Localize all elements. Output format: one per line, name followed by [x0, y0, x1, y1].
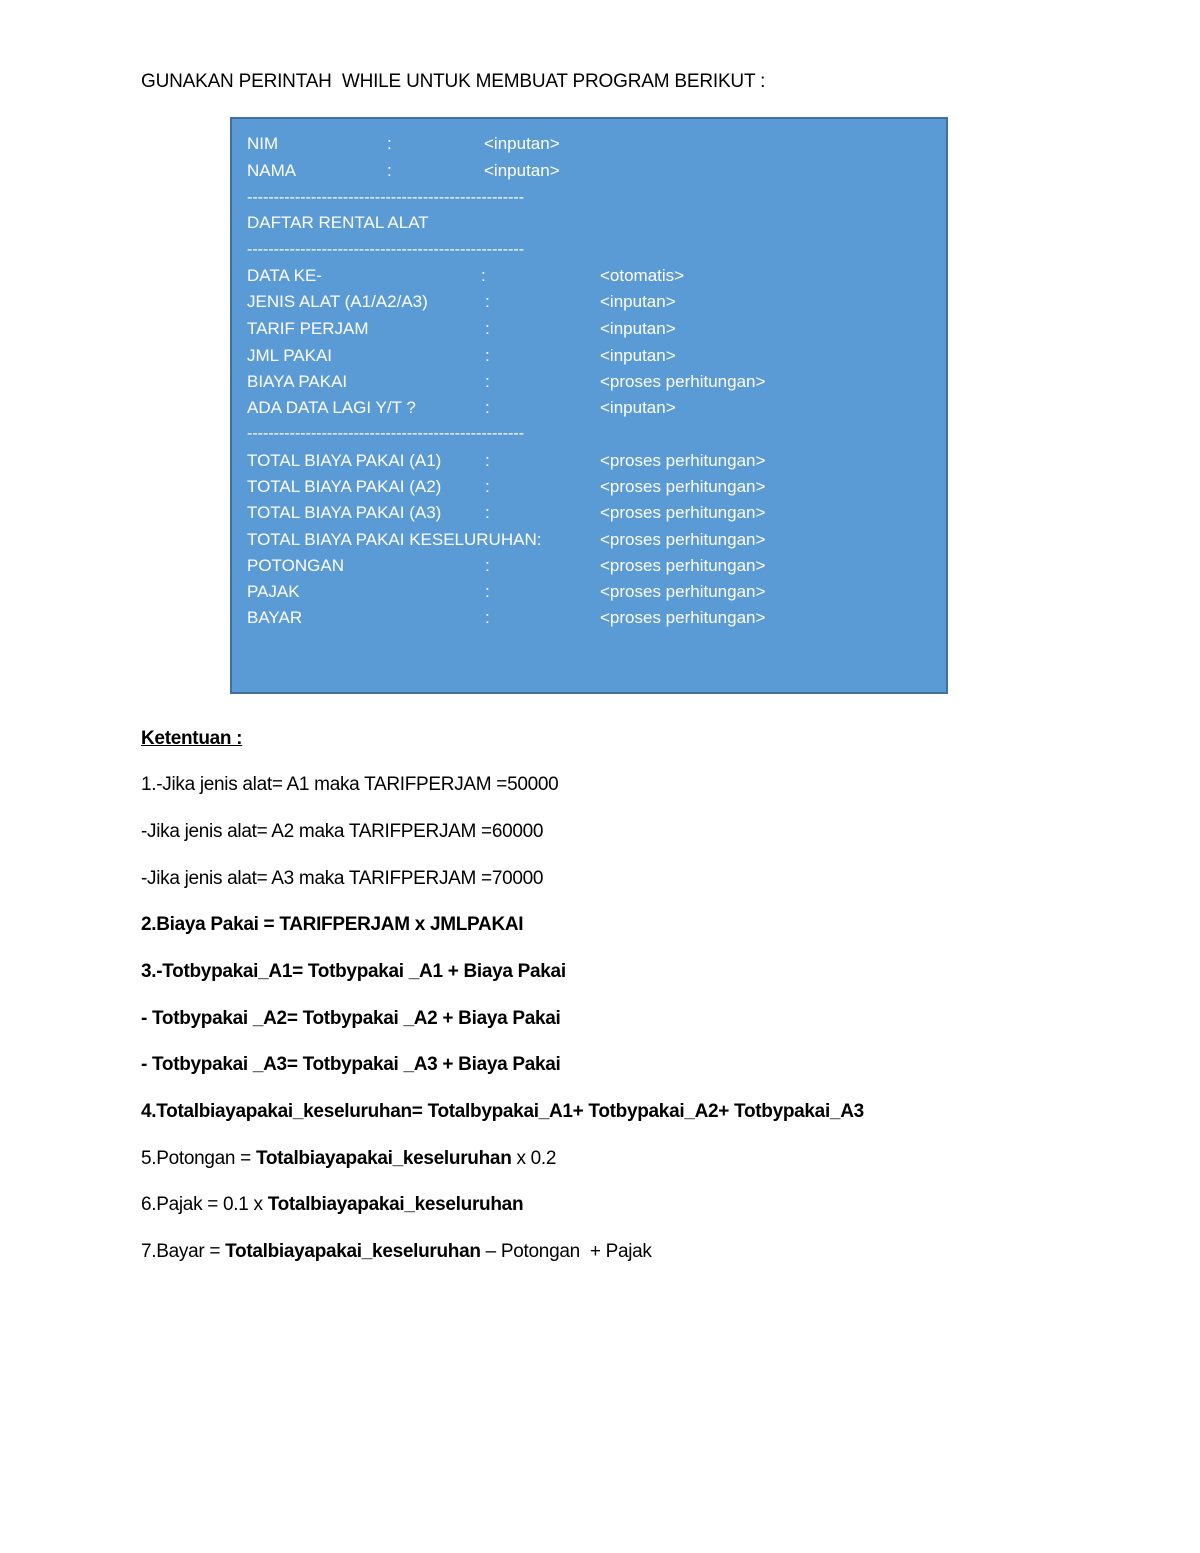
- tarif-perjam-value: <inputan>: [600, 319, 676, 338]
- nama-value: <inputan>: [484, 161, 560, 180]
- rule-5-bold: Totalbiayapakai_keseluruhan: [255, 1148, 512, 1169]
- bayar-colon: :: [485, 608, 490, 627]
- total-a3-value: <proses perhitungan>: [600, 503, 766, 522]
- ada-data-lagi-colon: :: [485, 398, 490, 417]
- nim-label: NIM: [247, 134, 279, 153]
- rule-7-suffix: – Potongan + Pajak: [480, 1241, 652, 1262]
- data-ke-value: <otomatis>: [600, 266, 685, 285]
- pajak-label: PAJAK: [247, 582, 300, 601]
- potongan-label: POTONGAN: [247, 556, 344, 575]
- rule-7-bold: Totalbiayapakai_keseluruhan: [225, 1241, 481, 1262]
- total-a1-value: <proses perhitungan>: [600, 451, 766, 470]
- rule-1: 1.-Jika jenis alat= A1 maka TARIFPERJAM =50000: [141, 774, 559, 795]
- bayar-label: BAYAR: [247, 608, 303, 627]
- ada-data-lagi-label: ADA DATA LAGI Y/T ?: [247, 398, 416, 417]
- total-a2-value: <proses perhitungan>: [600, 477, 766, 496]
- ada-data-lagi-value: <inputan>: [600, 398, 676, 417]
- total-a2-colon: :: [485, 477, 490, 496]
- page-heading: GUNAKAN PERINTAH WHILE UNTUK MEMBUAT PROGRAM BERIKUT :: [141, 71, 766, 92]
- nama-label: NAMA: [247, 161, 297, 180]
- rule-3c: - Totbypakai _A3= Totbypakai _A3 + Biaya Pakai: [141, 1054, 561, 1075]
- rule-1b: -Jika jenis alat= A2 maka TARIFPERJAM =60000: [141, 821, 544, 842]
- nim-value: <inputan>: [484, 134, 560, 153]
- separator-3: ----------------------------------------------------: [247, 425, 525, 442]
- bayar-value: <proses perhitungan>: [600, 608, 766, 627]
- rule-5: [141, 1146, 556, 1172]
- section-title: DAFTAR RENTAL ALAT: [247, 213, 429, 232]
- rule-3b: - Totbypakai _A2= Totbypakai _A2 + Biaya Pakai: [141, 1008, 561, 1029]
- tarif-perjam-label: TARIF PERJAM: [247, 319, 369, 338]
- biaya-pakai-value: <proses perhitungan>: [600, 372, 766, 391]
- jml-pakai-colon: :: [485, 346, 490, 365]
- rule-1c: -Jika jenis alat= A3 maka TARIFPERJAM =70000: [141, 868, 544, 889]
- pajak-colon: :: [485, 582, 490, 601]
- biaya-pakai-colon: :: [485, 372, 490, 391]
- data-ke-label: DATA KE-: [247, 266, 322, 285]
- jenis-alat-colon: :: [485, 292, 490, 311]
- total-a3-colon: :: [485, 503, 490, 522]
- rule-5-prefix: 5.Potongan =: [141, 1148, 256, 1169]
- biaya-pakai-label: BIAYA PAKAI: [247, 372, 348, 391]
- potongan-value: <proses perhitungan>: [600, 556, 766, 575]
- jenis-alat-value: <inputan>: [600, 292, 676, 311]
- nama-colon: :: [387, 161, 392, 180]
- rule-6: [141, 1192, 523, 1218]
- rule-2: 2.Biaya Pakai = TARIFPERJAM x JMLPAKAI: [141, 914, 524, 935]
- total-keseluruhan-value: <proses perhitungan>: [600, 530, 766, 549]
- jml-pakai-value: <inputan>: [600, 346, 676, 365]
- rule-3: 3.-Totbypakai_A1= Totbypakai _A1 + Biaya Pakai: [141, 961, 566, 982]
- rule-4: 4.Totalbiayapakai_keseluruhan= Totalbypakai_A1+ Totbypakai_A2+ Totbypakai_A3: [141, 1101, 864, 1122]
- rule-6-bold: Totalbiayapakai_keseluruhan: [267, 1194, 524, 1215]
- pajak-value: <proses perhitungan>: [600, 582, 766, 601]
- separator-2: ----------------------------------------------------: [247, 241, 525, 258]
- rule-6-prefix: 6.Pajak = 0.1 x: [141, 1194, 268, 1215]
- rule-5-suffix: x 0.2: [511, 1148, 557, 1169]
- total-a3-label: TOTAL BIAYA PAKAI (A3): [247, 503, 442, 522]
- program-output-box: [230, 117, 948, 694]
- rule-7-prefix: 7.Bayar =: [141, 1241, 226, 1262]
- jenis-alat-label: JENIS ALAT (A1/A2/A3): [247, 292, 428, 311]
- separator-1: ----------------------------------------------------: [247, 189, 525, 206]
- total-a1-colon: :: [485, 451, 490, 470]
- nim-colon: :: [387, 134, 392, 153]
- total-keseluruhan-label: TOTAL BIAYA PAKAI KESELURUHAN:: [247, 530, 542, 549]
- potongan-colon: :: [485, 556, 490, 575]
- total-a1-label: TOTAL BIAYA PAKAI (A1): [247, 451, 442, 470]
- tarif-perjam-colon: :: [485, 319, 490, 338]
- rule-7: [141, 1239, 652, 1265]
- jml-pakai-label: JML PAKAI: [247, 346, 333, 365]
- ketentuan-title: Ketentuan :: [141, 728, 243, 749]
- total-a2-label: TOTAL BIAYA PAKAI (A2): [247, 477, 442, 496]
- data-ke-colon: :: [481, 266, 486, 285]
